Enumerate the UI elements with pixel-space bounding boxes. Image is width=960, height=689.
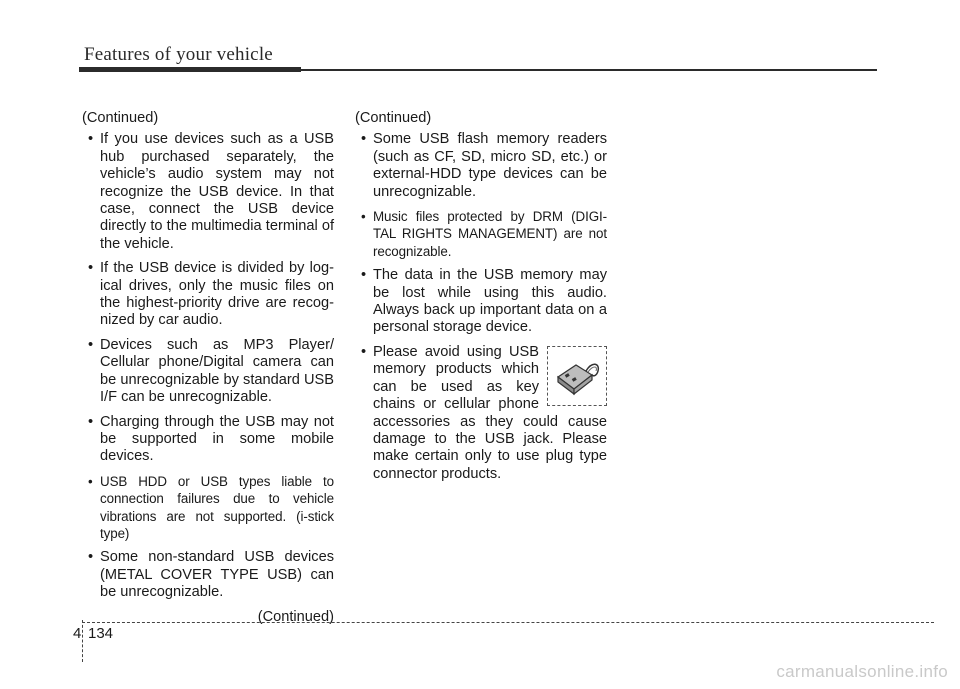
continued-label: (Continued)	[82, 110, 159, 126]
left-column	[82, 110, 334, 641]
page-header-title: Features of your vehicle	[84, 44, 273, 65]
header-rule-thick	[79, 67, 301, 72]
usb-stick-icon	[547, 346, 607, 406]
list-item: • USB HDD or USB types liable to connection failures due to vehicle vibrations are not supported. (i-stick type)	[82, 473, 334, 543]
right-bullet-list	[355, 131, 607, 483]
continued-label: (Continued)	[257, 608, 334, 625]
list-item	[355, 344, 607, 483]
list-item: • Some USB flash memory readers (such as CF, SD, micro SD, etc.) or external-HDD type devices can be unrecognizable.	[355, 131, 607, 201]
list-item: • The data in the USB memory may be lost while using this audio. Always back up important data on a personal storage device.	[355, 267, 607, 337]
list-item-text: Please avoid using USB memory products which can be used as key chains or cellular phone accessories as they could cause damage to the USB jack. Please make certain only to use plug type connector products.	[373, 343, 607, 482]
watermark: carmanualsonline.info	[776, 662, 948, 681]
continued-label: (Continued)	[355, 110, 432, 126]
list-item: • Music files protected by DRM (DIGI-TAL RIGHTS MANAGEMENT) are not recognizable.	[355, 208, 607, 260]
right-column	[355, 110, 607, 490]
list-item: • Devices such as MP3 Player/ Cellular phone/Digital camera can be unrecognizable by standard USB I/F can be unrecognizable.	[82, 337, 334, 407]
list-item: • If the USB device is divided by log-ical drives, only the music files on the highest-priority drive are recog-nized by car audio.	[82, 260, 334, 330]
left-bullet-list	[82, 131, 334, 601]
chapter-number: 4	[73, 625, 82, 642]
header-rule-thin	[301, 69, 877, 71]
list-item: • If you use devices such as a USB hub purchased separately, the vehicle’s audio system may not recognize the USB device. In that case, connect the USB device directly to the multimedia terminal of the vehicle.	[82, 131, 334, 253]
page-number: 134	[88, 625, 114, 642]
list-item: • Charging through the USB may not be supported in some mobile devices.	[82, 414, 334, 466]
list-item: • Some non-standard USB devices (METAL COVER TYPE USB) can be unrecognizable.	[82, 549, 334, 601]
footer-divider-vertical	[82, 620, 83, 662]
footer-divider-horizontal	[82, 622, 934, 623]
